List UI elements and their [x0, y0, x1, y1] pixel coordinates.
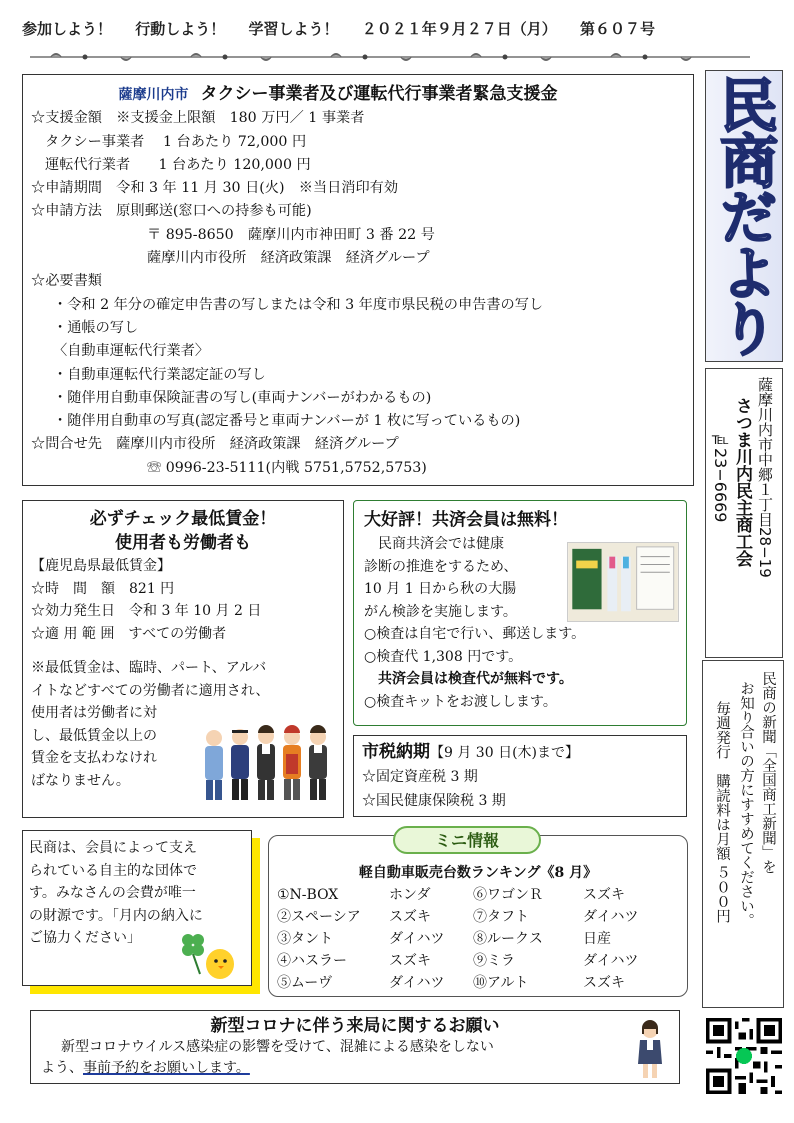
wage-note: 賃金を支払わなけれ: [31, 750, 157, 766]
wage-note: ※最低賃金は、臨時、パート、アルバ: [31, 660, 267, 676]
rank-maker: ホンダ: [389, 887, 431, 903]
daiko-amount: 運転代行業者 1 台あたり 120,000 円: [45, 156, 311, 173]
article-title-text: タクシー事業者及び運転代行事業者緊急支援金: [200, 84, 558, 104]
rank-car: ⑥ワゴンＲ: [473, 887, 543, 903]
doc-item: ・随伴用自動車の写真(認定番号と車両ナンバーが 1 枚に写っているもの): [53, 413, 521, 430]
minsho-text: の財源です。「月内の納入に: [29, 907, 203, 924]
test-kit-photo: [567, 542, 679, 622]
promo-line1: 民商の新聞「全国商工新聞」を: [760, 671, 776, 874]
rank-car: ⑨ミラ: [473, 953, 515, 969]
ranking-row: [277, 972, 679, 994]
reservation-request: 事前予約をお願いします。: [83, 1060, 250, 1076]
vine-divider: [30, 48, 750, 66]
rank-maker: スズキ: [389, 909, 431, 925]
rank-maker: ダイハツ: [583, 909, 639, 925]
doc-subheading: 〈自動車運転代行業者〉: [53, 343, 210, 360]
support-amount: ☆支援金額 ※支援金上限額 180 万円／ 1 事業者: [31, 110, 365, 127]
wage-note: 使用者は労働者に対: [31, 705, 157, 721]
minsho-text: 民商は、会員によって支え: [29, 840, 197, 856]
rank-maker: スズキ: [583, 887, 625, 903]
ranking-row: [277, 906, 679, 928]
covid-text-2: [41, 1058, 669, 1079]
wage-note: し、最低賃金以上の: [31, 727, 157, 744]
wage-item: 【鹿児島県最低賃金】: [31, 558, 171, 574]
taxi-amount: タクシー事業者 1 台あたり 72,000 円: [45, 133, 307, 150]
kyosai-text: 民商共済会では健康: [378, 536, 504, 552]
ranking-row: [277, 928, 679, 950]
taxi-support-article: [22, 74, 694, 486]
qr-code[interactable]: [706, 1018, 782, 1094]
newspaper-promo: [702, 660, 784, 1008]
issue-date: ２０２１年９月２７日（月）: [361, 20, 557, 38]
staff-illustration: [632, 1020, 668, 1080]
mini-info-box: [268, 835, 688, 997]
rank-car: ⑦タフト: [473, 909, 529, 925]
kyosai-item: ○検査は自宅で行い、郵送します。: [364, 626, 586, 642]
rank-maker: ダイハツ: [389, 975, 445, 991]
rank-maker: ダイハツ: [583, 953, 639, 969]
wage-item: ☆時 間 額 821 円: [31, 580, 175, 597]
rank-maker: スズキ: [583, 975, 625, 991]
wage-note: イトなどすべての労働者に適用され、: [31, 682, 270, 699]
mini-info-badge: ミニ情報: [393, 826, 541, 854]
office-name: 薩摩川内市役所 経済政策課 経済グループ: [147, 250, 430, 267]
promo-line2: お知り合いの方にすすめてください。: [738, 681, 754, 928]
covid-notice: [30, 1010, 680, 1084]
rank-car: ⑩アルト: [473, 975, 529, 991]
rank-car: ④ハスラー: [277, 953, 347, 969]
rank-maker: ダイハツ: [389, 931, 445, 947]
newsletter-header: [22, 18, 762, 46]
rank-car: ③タント: [277, 931, 333, 947]
wage-heading: 必ずチェック最低賃金！: [89, 509, 277, 529]
workers-illustration: [200, 724, 332, 804]
tax-deadline-article: [353, 735, 687, 817]
slogan-act: 行動しよう！: [135, 20, 226, 38]
promo-line3: 毎週発行 購読料は月額 ５００円: [714, 701, 730, 924]
issue-number: 第６０７号: [580, 20, 656, 38]
masthead-text: 民商だより: [710, 75, 778, 355]
masthead-address: [705, 368, 783, 658]
wage-item: ☆適 用 範 囲 すべての労働者: [31, 625, 227, 642]
rank-car: ⑧ルークス: [473, 931, 543, 947]
doc-item: ・令和 2 年分の確定申告書の写しまたは令和 3 年度市県民税の申告書の写し: [53, 296, 544, 313]
city-name: 薩摩川内市: [118, 87, 189, 103]
chick-clover-illustration: [178, 930, 238, 982]
tel-text: [710, 429, 730, 522]
covid-text: 新型コロナウイルス感染症の影響を受けて、混雑による感染をしない: [61, 1039, 494, 1055]
wage-subheading: 使用者も労働者も: [115, 533, 251, 553]
tax-heading: 市税納期: [362, 742, 430, 762]
kyosai-free-note: 共済会員は検査代が無料です。: [378, 671, 573, 687]
application-method: ☆申請方法 原則郵送(窓口への持参も可能): [31, 203, 312, 220]
contact: ☆問合せ先 薩摩川内市役所 経済政策課 経済グループ: [31, 436, 399, 453]
minsho-text: られている自主的な団体で: [29, 862, 197, 879]
kyosai-text: がん検診を実施します。: [364, 603, 517, 620]
rank-car: ②スペーシア: [277, 909, 361, 925]
kyosai-heading: 大好評！共済会員は無料！: [364, 510, 568, 530]
doc-item: ・自動車運転代行業認定証の写し: [53, 366, 266, 383]
ranking-row: [277, 884, 679, 906]
tax-period: 【9 月 30 日(木)まで】: [430, 745, 579, 761]
doc-item: ・通帳の写し: [53, 319, 139, 336]
ranking-title: 軽自動車販売台数ランキング《8 月》: [358, 865, 598, 881]
rank-maker: スズキ: [389, 953, 431, 969]
ranking-row: [277, 950, 679, 972]
rank-maker: 日産: [583, 931, 611, 947]
article-title: [0, 83, 685, 107]
kyosai-text: 10 月 1 日から秋の大腸: [364, 581, 517, 597]
covid-heading: 新型コロナに伴う来局に関するお願い: [210, 1016, 500, 1036]
postal-address: 〒 895-8650 薩摩川内市神田町 3 番 22 号: [147, 226, 435, 243]
kyosai-item: ○検査代 1,308 円です。: [364, 648, 523, 665]
tel-number: 23−6669: [711, 448, 730, 523]
tel-label: ℡: [711, 429, 730, 448]
wage-item: ☆効力発生日 令和 3 年 10 月 2 日: [31, 603, 262, 619]
org-name: さつま川内民主商工会: [732, 397, 752, 567]
tax-item: ☆固定資産税 3 期: [362, 769, 478, 785]
minsho-text: ご協力ください」: [29, 930, 141, 946]
minsho-text: す。みなさんの会費が唯一: [29, 885, 196, 901]
kyosai-item: ○検査キットをお渡しします。: [364, 693, 557, 710]
application-period: ☆申請期間 令和 3 年 11 月 30 日(火) ※当日消印有効: [31, 180, 399, 197]
doc-item: ・随伴用自動車保険証書の写し(車両ナンバーがわかるもの): [53, 389, 432, 406]
rank-car: ⑤ムーヴ: [277, 975, 333, 991]
contact-phone: ☏ 0996-23-5111(内戦 5751,5752,5753): [147, 459, 427, 476]
required-docs-heading: ☆必要書類: [31, 273, 102, 290]
slogan-learn: 学習しよう！: [248, 20, 339, 38]
kyosai-text: 診断の推進をするため、: [364, 558, 518, 575]
address-text: 薩摩川内市中郷１丁目28−19: [756, 377, 774, 578]
tax-item: ☆国民健康保険税 3 期: [362, 793, 506, 809]
slogan-join: 参加しよう！: [22, 20, 113, 38]
rank-car: ①N-BOX: [277, 887, 339, 903]
masthead-title: [705, 70, 783, 362]
covid-text-lead: よう、: [41, 1060, 83, 1076]
wage-note: ばなりません。: [31, 772, 130, 789]
